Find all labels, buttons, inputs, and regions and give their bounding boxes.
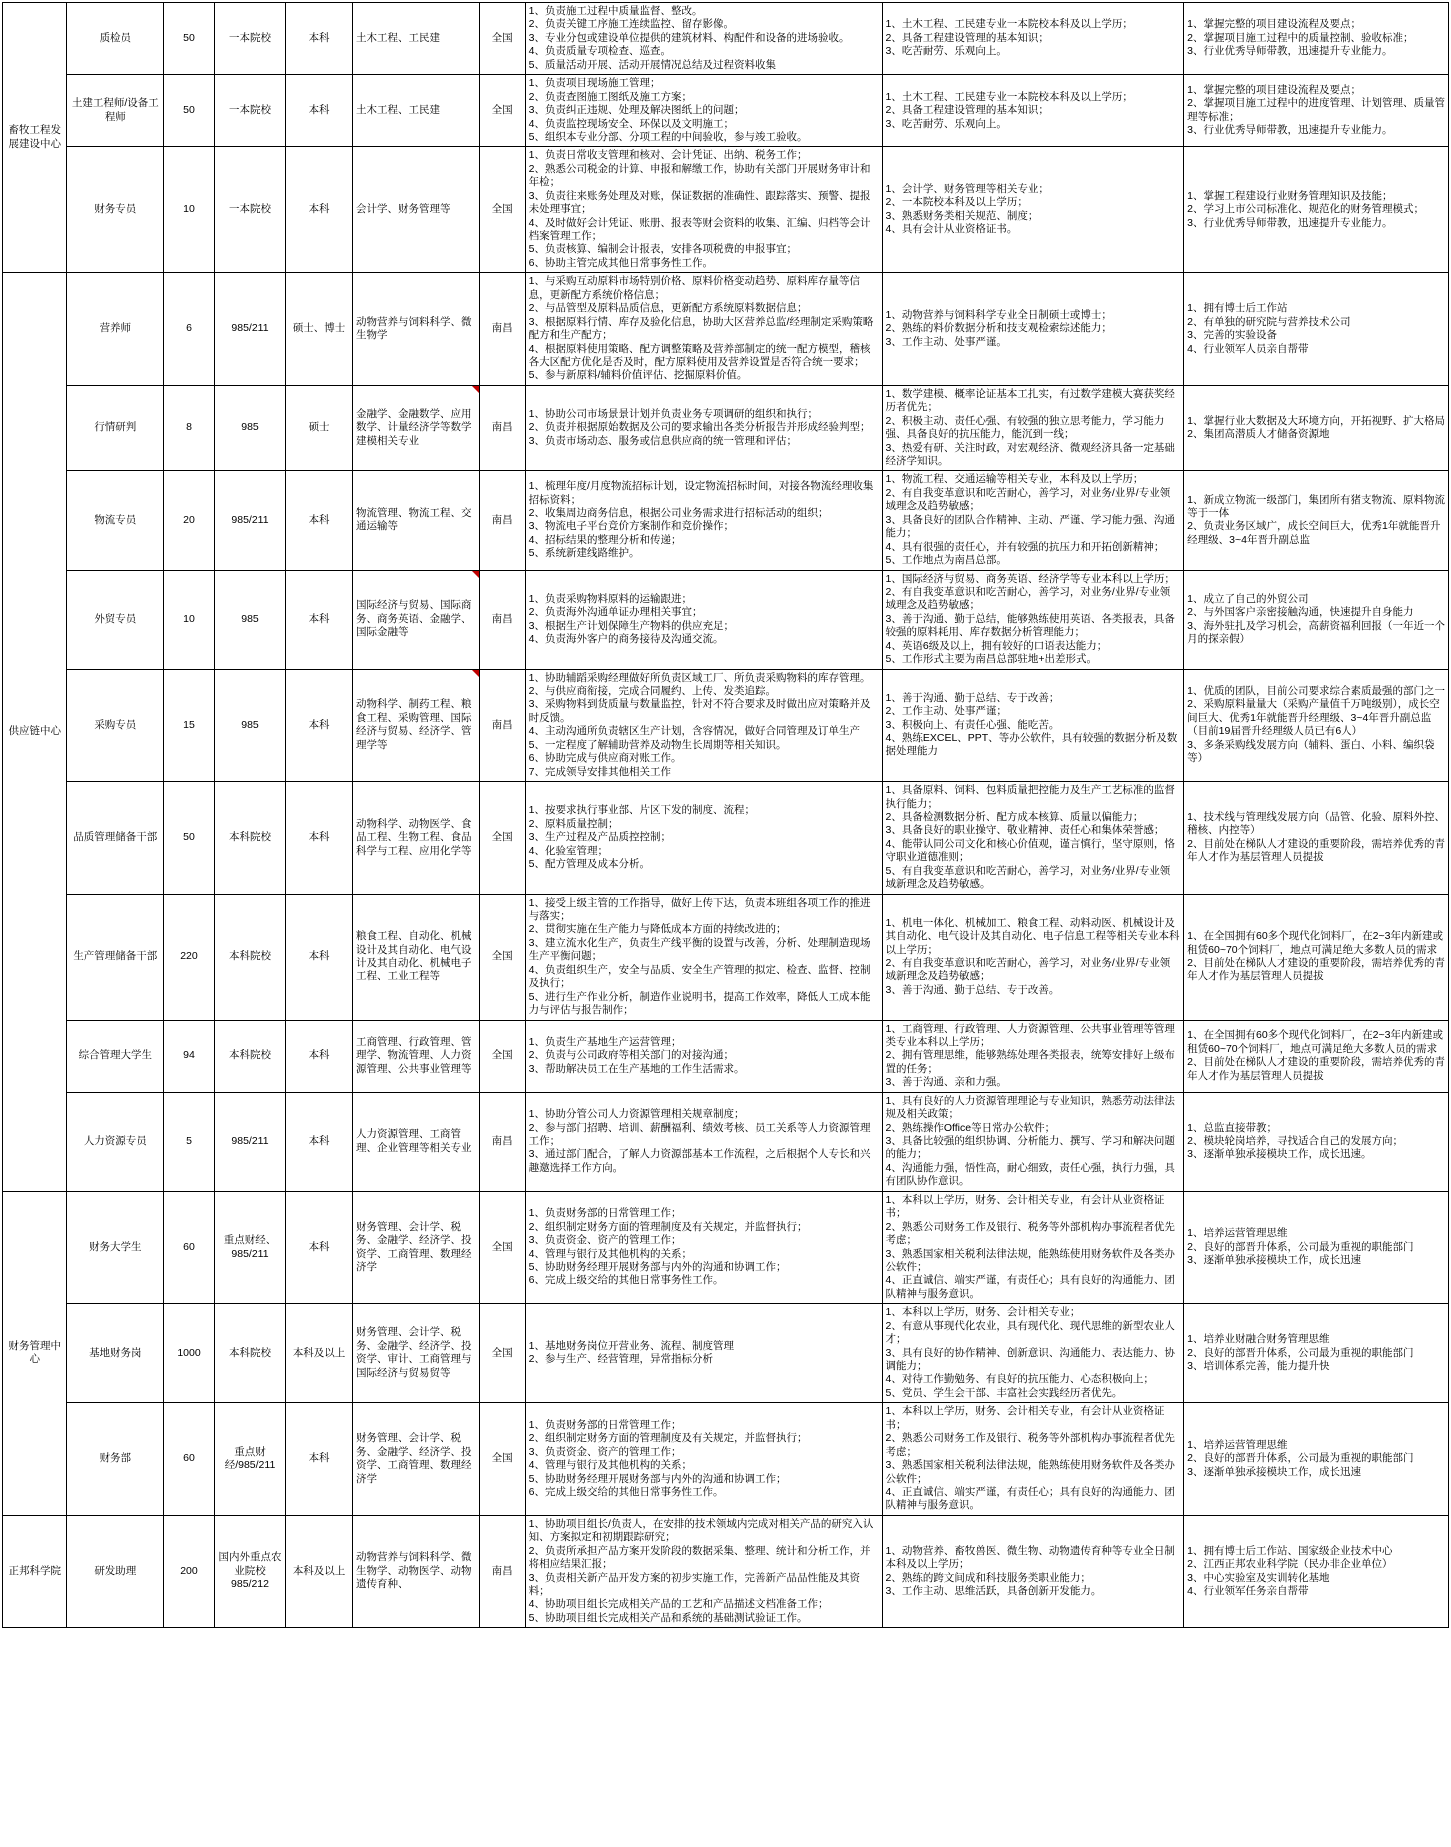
cell-headcount: 50	[164, 75, 215, 147]
cell-job-description: 1、负责日常收支管理和核对、会计凭证、出纳、税务工作； 2、熟悉公司税金的计算、申报和解缴工作，协助有关部门开展财务审计和年检； 3、负责往来账务处理及对账，保证数据的准确性、跟踪落实、预警、提报未处理事宜； 4、及时做好会计凭证、账册、报表等财会资料的收集、汇编、归档等会计档案管理工作； 5、负责核算、编制会计报表，安排各项税费的申报事宜； 6、协助主管完成其他日常事务性工作。	[525, 147, 882, 273]
cell-major: 动物科学、制药工程、粮食工程、采购管理、国际经济与贸易、经济学、管理学等	[352, 669, 479, 782]
cell-degree: 本科	[286, 1403, 353, 1516]
cell-requirements: 1、工商管理、行政管理、人力资源管理、公共事业管理等管理类专业本科以上学历； 2、拥有管理思维，能够熟练处理各类报表，统筹安排好上级布置的任务； 3、善于沟通、亲和力强。	[882, 1020, 1184, 1092]
cell-location: 全国	[479, 1403, 525, 1516]
cell-school-tier: 本科院校	[214, 1304, 285, 1403]
cell-location: 南昌	[479, 1515, 525, 1628]
table-row	[3, 3, 1449, 75]
cell-degree: 本科	[286, 570, 353, 669]
cell-school-tier: 重点财经、985/211	[214, 1191, 285, 1304]
cell-school-tier: 985	[214, 570, 285, 669]
table-row	[3, 147, 1449, 273]
cell-location: 南昌	[479, 385, 525, 471]
cell-school-tier: 985/211	[214, 273, 285, 386]
cell-job-description: 1、负责采购物料原料的运输跟进； 2、负责海外沟通单证办理相关事宜； 3、根据生产计划保障生产物料的供应充足； 4、负责海外客户的商务接待及沟通交流。	[525, 570, 882, 669]
cell-school-tier: 本科院校	[214, 894, 285, 1020]
cell-headcount: 1000	[164, 1304, 215, 1403]
cell-department: 供应链中心	[3, 273, 67, 1191]
cell-requirements: 1、物流工程、交通运输等相关专业，本科及以上学历； 2、有自我变革意识和吃苦耐心，善学习，对业务/业界/专业领域理念及趋势敏感； 3、具备良好的团队合作精神、主动、严谨、学习能力强、沟通能力； 4、具有很强的责任心，并有较强的抗压力和开拓创新精神； 5、工作地点为南昌总部。	[882, 471, 1184, 570]
cell-position: 生产管理储备干部	[67, 894, 164, 1020]
cell-school-tier: 985	[214, 385, 285, 471]
cell-major: 物流管理、物流工程、交通运输等	[352, 471, 479, 570]
cell-position: 物流专员	[67, 471, 164, 570]
cell-major: 财务管理、会计学、税务、金融学、经济学、投资学、审计、工商管理与国际经济与贸易贸等	[352, 1304, 479, 1403]
cell-development: 1、拥有博士后工作站、国家级企业技术中心 2、江西正邦农业科学院（民办非企业单位） 3、中心实验室及实训转化基地 4、行业领军任务亲自帮带	[1184, 1515, 1449, 1628]
cell-development: 1、在全国拥有60多个现代化饲料厂，在2~3年内新建或租赁60~70个饲料厂，地点可满足绝大多数人员的需求 2、目前处在梯队人才建设的重要阶段，需培养优秀的青年人才作为基层管理人员提拔	[1184, 894, 1449, 1020]
cell-development: 1、总监直接带教； 2、模块轮岗培养，寻找适合自己的发展方向； 3、逐渐单独承接模块工作，成长迅速。	[1184, 1092, 1449, 1191]
cell-requirements: 1、动物营养、畜牧兽医、微生物、动物遗传育种等专业全日制本科及以上学历； 2、熟练的跨文间成和科技服务类职业能力； 3、工作主动、思维活跃，具备创新开发能力。	[882, 1515, 1184, 1628]
cell-position: 采购专员	[67, 669, 164, 782]
cell-major: 人力资源管理、工商管理、企业管理等相关专业	[352, 1092, 479, 1191]
cell-position: 营养师	[67, 273, 164, 386]
cell-job-description: 1、协助项目组长/负责人，在安排的技术领域内完成对相关产品的研究入认知、方案拟定和初期跟踪研究； 2、负责所承担产品方案开发阶段的数据采集、整理、统计和分析工作，并将相应结果汇报； 3、负责相关新产品开发方案的初步实施工作，完善新产品品性能及其资料； 4、协助项目组长完成相关产品的工艺和产品描述文档准备工作； 5、协助项目组长完成相关产品和系统的基础测试验证工作。	[525, 1515, 882, 1628]
cell-requirements: 1、本科以上学历，财务、会计相关专业，有会计从业资格证书； 2、熟悉公司财务工作及银行、税务等外部机构办事流程者优先考虑； 3、熟悉国家相关税利法律法规，能熟练使用财务软件及各类办公软件； 4、正直诚信、端实严谨，有责任心；具有良好的沟通能力、团队精神与服务意识。	[882, 1191, 1184, 1304]
cell-requirements: 1、本科以上学历，财务、会计相关专业，有会计从业资格证书； 2、熟悉公司财务工作及银行、税务等外部机构办事流程者优先考虑； 3、熟悉国家相关税利法律法规，能熟练使用财务软件及各类办公软件； 4、正直诚信、端实严谨，有责任心；具有良好的沟通能力、团队精神与服务意识。	[882, 1403, 1184, 1516]
cell-requirements: 1、会计学、财务管理等相关专业； 2、一本院校本科及以上学历； 3、熟悉财务类相关规范、制度； 4、具有会计从业资格证书。	[882, 147, 1184, 273]
cell-position: 土建工程师/设备工程师	[67, 75, 164, 147]
cell-major: 土木工程、工民建	[352, 75, 479, 147]
cell-development: 1、掌握行业大数据及大环境方向，开拓视野、扩大格局 2、集团高潜质人才储备资源地	[1184, 385, 1449, 471]
cell-department: 畜牧工程发展建设中心	[3, 3, 67, 273]
cell-location: 南昌	[479, 471, 525, 570]
table-row	[3, 1304, 1449, 1403]
cell-position: 品质管理储备干部	[67, 782, 164, 895]
table-row	[3, 1020, 1449, 1092]
cell-development: 1、培养运营管理思维 2、良好的部晋升体系，公司最为重视的职能部门 3、逐渐单独承接模块工作，成长迅速	[1184, 1403, 1449, 1516]
cell-major: 动物营养与饲料科学、微生物学	[352, 273, 479, 386]
cell-degree: 本科	[286, 147, 353, 273]
table-row	[3, 273, 1449, 386]
cell-job-description: 1、梳理年度/月度物流招标计划，设定物流招标时间，对接各物流经理收集招标资料； 2、收集周边商务信息，根据公司业务需求进行招标活动的组织； 3、物流电子平台竞价方案制作和竞价操作； 4、招标结果的整理分析和传递； 5、系统新建线路维护。	[525, 471, 882, 570]
cell-location: 全国	[479, 147, 525, 273]
cell-headcount: 220	[164, 894, 215, 1020]
cell-major: 粮食工程、自动化、机械设计及其自动化、电气设计及其自动化、机械电子工程、工业工程等	[352, 894, 479, 1020]
cell-position: 外贸专员	[67, 570, 164, 669]
table-row	[3, 669, 1449, 782]
cell-development: 1、掌握完整的项目建设流程及要点； 2、掌握项目施工过程中的质量控制、验收标准； 3、行业优秀导师带教，迅速提升专业能力。	[1184, 3, 1449, 75]
cell-department: 财务管理中心	[3, 1191, 67, 1515]
cell-headcount: 5	[164, 1092, 215, 1191]
cell-location: 全国	[479, 75, 525, 147]
cell-position: 财务部	[67, 1403, 164, 1516]
cell-school-tier: 985/211	[214, 471, 285, 570]
cell-degree: 本科	[286, 471, 353, 570]
table-row	[3, 1092, 1449, 1191]
cell-school-tier: 一本院校	[214, 3, 285, 75]
cell-development: 1、新成立物流一级部门，集团所有猪支物流、原料物流等于一体 2、负责业务区域广，成长空间巨大，优秀1年就能晋升经理级、3~4年晋升副总监	[1184, 471, 1449, 570]
cell-headcount: 200	[164, 1515, 215, 1628]
cell-school-tier: 重点财经/985/211	[214, 1403, 285, 1516]
cell-major: 动物科学、动物医学、食品工程、生物工程、食品科学与工程、应用化学等	[352, 782, 479, 895]
cell-headcount: 60	[164, 1403, 215, 1516]
cell-requirements: 1、机电一体化、机械加工、粮食工程、动料动医、机械设计及其自动化、电气设计及其自动化、电子信息工程等相关专业本科以上学历； 2、有自我变革意识和吃苦耐心，善学习，对业务/业界/专业领域新理念及趋势敏感； 3、善于沟通、勤于总结、专于改善。	[882, 894, 1184, 1020]
cell-development: 1、培养运营管理思维 2、良好的部晋升体系，公司最为重视的职能部门 3、逐渐单独承接模块工作，成长迅速	[1184, 1191, 1449, 1304]
cell-headcount: 94	[164, 1020, 215, 1092]
cell-school-tier: 国内外重点农业院校985/212	[214, 1515, 285, 1628]
table-row	[3, 894, 1449, 1020]
cell-job-description: 1、与采购互动原料市场特别价格、原料价格变动趋势、原料库存量等信息，更新配方系统价格信息； 2、与品管型及原料品质信息，更新配方系统原料数据信息； 3、根据原料行情、库存及验化信息，协助大区营养总监/经理制定采购策略配方和生产配方； 4、根据原料使用策略、配方调整策略及营养部制定的统一配方模型，稽核各大区配方优化是否及时，配方原料使用及营养设置是否符合统一要求； 5、参与新原料/辅料价值评估、挖掘原料价值。	[525, 273, 882, 386]
cell-location: 全国	[479, 894, 525, 1020]
cell-school-tier: 本科院校	[214, 782, 285, 895]
cell-headcount: 20	[164, 471, 215, 570]
cell-position: 财务大学生	[67, 1191, 164, 1304]
cell-requirements: 1、土木工程、工民建专业一本院校本科及以上学历； 2、具备工程建设管理的基本知识； 3、吃苦耐劳、乐观向上。	[882, 75, 1184, 147]
table-row	[3, 385, 1449, 471]
cell-job-description: 1、按要求执行事业部、片区下发的制度、流程； 2、原料质量控制； 3、生产过程及产品质控控制； 4、化验室管理； 5、配方管理及成本分析。	[525, 782, 882, 895]
cell-school-tier: 一本院校	[214, 75, 285, 147]
cell-major: 土木工程、工民建	[352, 3, 479, 75]
cell-development: 1、在全国拥有60多个现代化饲料厂，在2~3年内新建或租赁60~70个饲料厂，地点可满足绝大多数人员的需求 2、目前处在梯队人才建设的重要阶段，需培养优秀的青年人才作为基层管理人员提拔	[1184, 1020, 1449, 1092]
cell-location: 全国	[479, 3, 525, 75]
table-row	[3, 570, 1449, 669]
cell-headcount: 10	[164, 570, 215, 669]
cell-degree: 本科	[286, 669, 353, 782]
cell-degree: 本科	[286, 3, 353, 75]
cell-location: 全国	[479, 1020, 525, 1092]
cell-location: 南昌	[479, 1092, 525, 1191]
cell-major: 财务管理、会计学、税务、金融学、经济学、投资学、工商管理、数理经济学	[352, 1191, 479, 1304]
cell-requirements: 1、数学建模、概率论证基本工扎实，有过数学建模大赛获奖经历者优先； 2、积极主动、责任心强、有较强的独立思考能力，学习能力强、具备良好的抗压能力，能沉到一线； 3、热爱有研、关注时政，对宏观经济、微观经济具备一定基础经济学知识。	[882, 385, 1184, 471]
cell-position: 基地财务岗	[67, 1304, 164, 1403]
cell-position: 行情研判	[67, 385, 164, 471]
cell-requirements: 1、土木工程、工民建专业一本院校本科及以上学历； 2、具备工程建设管理的基本知识； 3、吃苦耐劳、乐观向上。	[882, 3, 1184, 75]
cell-school-tier: 985/211	[214, 1092, 285, 1191]
cell-position: 财务专员	[67, 147, 164, 273]
cell-department: 正邦科学院	[3, 1515, 67, 1628]
cell-school-tier: 本科院校	[214, 1020, 285, 1092]
cell-major: 国际经济与贸易、国际商务、商务英语、金融学、国际金融等	[352, 570, 479, 669]
cell-major: 会计学、财务管理等	[352, 147, 479, 273]
cell-degree: 本科	[286, 1092, 353, 1191]
cell-major: 财务管理、会计学、税务、金融学、经济学、投资学、工商管理、数理经济学	[352, 1403, 479, 1516]
cell-degree: 本科	[286, 782, 353, 895]
cell-requirements: 1、国际经济与贸易、商务英语、经济学等专业本科以上学历； 2、有自我变革意识和吃苦耐心，善学习，对业务/业界/专业领域理念及趋势敏感； 3、善于沟通、勤于总结，能够熟练使用英语、各类报表，具备较强的原料耗用、库存数据分析管理能力； 4、英语6级及以上，拥有较好的口语表达能力； 5、工作形式主要为南昌总部驻地+出差形式。	[882, 570, 1184, 669]
cell-location: 全国	[479, 782, 525, 895]
cell-degree: 本科	[286, 894, 353, 1020]
cell-requirements: 1、具备原料、饲料、包料质量把控能力及生产工艺标准的监督执行能力； 2、具备检测数据分析、配方成本核算、质量以偏能力； 3、具备良好的职业操守、敬业精神、责任心和集体荣誉感； 4、能带认同公司文化和核心价值观，谨言慎行，坚守原则，恪守职业道德准则； 5、有自我变革意识和吃苦耐心，善学习，对业务/业界/专业领域新理念及趋势敏感。	[882, 782, 1184, 895]
table-row	[3, 1515, 1449, 1628]
cell-job-description: 1、接受上级主管的工作指导，做好上传下达，负责本班组各项工作的推进与落实； 2、贯彻实施在生产能力与降低成本方面的持续改进的； 3、建立流水化生产，负责生产线平衡的设置与改善，分析、处理制造现场生产平衡问题； 4、负责组织生产，安全与品质、安全生产管理的拟定、检查、监督、控制及执行； 5、进行生产作业分析，制造作业说明书，提高工作效率，降低人工成本能力与评估与报告制作；	[525, 894, 882, 1020]
cell-development: 1、拥有博士后工作站 2、有单独的研究院与营养技术公司 3、完善的实验设备 4、行业领军人员亲自帮带	[1184, 273, 1449, 386]
cell-headcount: 6	[164, 273, 215, 386]
table-row	[3, 1191, 1449, 1304]
cell-degree: 本科及以上	[286, 1304, 353, 1403]
cell-degree: 本科及以上	[286, 1515, 353, 1628]
cell-job-description: 1、协助公司市场景景计划并负责业务专项调研的组织和执行； 2、负责并根据原始数据及公司的要求输出各类分析报告并形成经验判型； 3、负责市场动态、服务或信息供应商的统一管理和评估；	[525, 385, 882, 471]
table-row	[3, 471, 1449, 570]
cell-position: 研发助理	[67, 1515, 164, 1628]
table-row	[3, 75, 1449, 147]
cell-location: 南昌	[479, 570, 525, 669]
cell-job-description: 1、协助分管公司人力资源管理相关规章制度； 2、参与部门招聘、培训、薪酬福利、绩效考核、员工关系等人力资源管理工作； 3、通过部门配合，了解人力资源部基本工作流程，之后根据个人专长和兴趣邀选择工作方向。	[525, 1092, 882, 1191]
cell-degree: 硕士	[286, 385, 353, 471]
cell-headcount: 60	[164, 1191, 215, 1304]
cell-location: 南昌	[479, 273, 525, 386]
cell-job-description: 1、负责财务部的日常管理工作； 2、组织制定财务方面的管理制度及有关规定，并监督执行； 3、负责资金、资产的管理工作； 4、管理与银行及其他机构的关系； 5、协助财务经理开展财务部与内外的沟通和协调工作； 6、完成上级交给的其他日常事务性工作。	[525, 1403, 882, 1516]
cell-location: 全国	[479, 1191, 525, 1304]
cell-major: 工商管理、行政管理、管理学、物流管理、人力资源管理、公共事业管理等	[352, 1020, 479, 1092]
cell-requirements: 1、具有良好的人力资源管理理论与专业知识，熟悉劳动法律法规及相关政策； 2、熟练操作Office等日常办公软件； 3、具备比较强的组织协调、分析能力、撰写、学习和解决问题的能力； 4、沟通能力强，悟性高，耐心细致，责任心强，执行力强，具有团队协作意识。	[882, 1092, 1184, 1191]
cell-job-description: 1、负责施工过程中质量监督、整改。 2、负责关键工序施工连续监控、留存影像。 3、专业分包或建设单位提供的建筑材料、构配件和设备的进场验收。 4、负责质量专项检查、巡查。 5、质量活动开展、活动开展情况总结及过程资料收集	[525, 3, 882, 75]
cell-requirements: 1、动物营养与饲料科学专业全日制硕士或博士； 2、熟练的料价数据分析和技支观检索综述能力； 3、工作主动、处事严谨。	[882, 273, 1184, 386]
job-listing-table	[2, 2, 1449, 1628]
cell-degree: 本科	[286, 1020, 353, 1092]
table-row	[3, 1403, 1449, 1516]
cell-degree: 本科	[286, 1191, 353, 1304]
cell-degree: 硕士、博士	[286, 273, 353, 386]
cell-headcount: 50	[164, 3, 215, 75]
cell-development: 1、技术线与管理线发展方向（品管、化验、原料外控、稽核、内控等） 2、目前处在梯队人才建设的重要阶段，需培养优秀的青年人才作为基层管理人员提拔	[1184, 782, 1449, 895]
cell-degree: 本科	[286, 75, 353, 147]
cell-job-description: 1、基地财务岗位开营业务、流程、制度管理 2、参与生产、经营管理，异常指标分析	[525, 1304, 882, 1403]
cell-job-description: 1、负责生产基地生产运营管理； 2、负责与公司政府等相关部门的对接沟通； 3、帮助解决员工在生产基地的工作生活需求。	[525, 1020, 882, 1092]
cell-headcount: 50	[164, 782, 215, 895]
cell-development: 1、培养业财融合财务管理思维 2、良好的部晋升体系，公司最为重视的职能部门 3、培训体系完善，能力提升快	[1184, 1304, 1449, 1403]
cell-major: 动物营养与饲料科学、微生物学、动物医学、动物遗传育种、	[352, 1515, 479, 1628]
cell-headcount: 15	[164, 669, 215, 782]
cell-development: 1、优质的团队，目前公司要求综合素质最强的部门之一 2、采购原料量量大（采购产量值千万吨级别），成长空间巨大、优秀1年就能晋升经理级、3~4年晋升副总监（目前19届晋升经理级人员已有6人） 3、多条采购线发展方向（辅料、蛋白、小料、编织袋等）	[1184, 669, 1449, 782]
cell-location: 全国	[479, 1304, 525, 1403]
table-row	[3, 782, 1449, 895]
cell-position: 人力资源专员	[67, 1092, 164, 1191]
cell-major: 金融学、金融数学、应用数学、计量经济学等数学建模相关专业	[352, 385, 479, 471]
cell-position: 综合管理大学生	[67, 1020, 164, 1092]
cell-position: 质检员	[67, 3, 164, 75]
cell-job-description: 1、负责财务部的日常管理工作； 2、组织制定财务方面的管理制度及有关规定，并监督执行； 3、负责资金、资产的管理工作； 4、管理与银行及其他机构的关系； 5、协助财务经理开展财务部与内外的沟通和协调工作； 6、完成上级交给的其他日常事务性工作。	[525, 1191, 882, 1304]
cell-development: 1、成立了自己的外贸公司 2、与外国客户亲密接触沟通，快速提升自身能力 3、海外驻扎及学习机会，高薪资福利回报（一年近一个月的探亲假）	[1184, 570, 1449, 669]
cell-headcount: 10	[164, 147, 215, 273]
cell-job-description: 1、负责项目现场施工管理； 2、负责查图施工图纸及施工方案； 3、负责纠正违规、处理及解决图纸上的问题； 4、负责监控现场安全、环保以及文明施工； 5、组织本专业分部、分项工程的中间验收，参与竣工验收。	[525, 75, 882, 147]
table-body	[3, 3, 1449, 1628]
cell-location: 南昌	[479, 669, 525, 782]
cell-headcount: 8	[164, 385, 215, 471]
cell-development: 1、掌握工程建设行业财务管理知识及技能； 2、学习上市公司标准化、规范化的财务管理模式； 3、行业优秀导师带教，迅速提升专业能力。	[1184, 147, 1449, 273]
cell-requirements: 1、善于沟通、勤于总结、专于改善； 2、工作主动、处事严谨； 3、积极向上、有责任心强、能吃苦。 4、熟练EXCEL、PPT、等办公软件，具有较强的数据分析及数据处理能力	[882, 669, 1184, 782]
cell-requirements: 1、本科以上学历，财务、会计相关专业； 2、有意从事现代化农业，具有现代化、现代思维的新型农业人才； 3、具有良好的协作精神、创新意识、沟通能力、表达能力、协调能力； 4、对待工作勤勉务、有良好的抗压能力、心态积极向上； 5、党员、学生会干部、丰富社会实践经历者优先。	[882, 1304, 1184, 1403]
cell-job-description: 1、协助辅蹈采购经理做好所负责区域工厂、所负责采购物料的库存管理。 2、与供应商衔接，完成合同履约、上传、发类追踪。 3、采购物料到货质量与数量监控，针对不符合要求及时做出应对策略并及时反馈。 4、主动沟通所负责辖区生产计划，含容情况，做好合同管理及订单生产 5、一定程度了解辅助营养及动物生长周期等相关知识。 6、协助完成与供应商对账工作。 7、完成领导安排其他相关工作	[525, 669, 882, 782]
cell-school-tier: 985	[214, 669, 285, 782]
cell-school-tier: 一本院校	[214, 147, 285, 273]
cell-development: 1、掌握完整的项目建设流程及要点； 2、掌握项目施工过程中的进度管理、计划管理、质量管理等标准； 3、行业优秀导师带教，迅速提升专业能力。	[1184, 75, 1449, 147]
